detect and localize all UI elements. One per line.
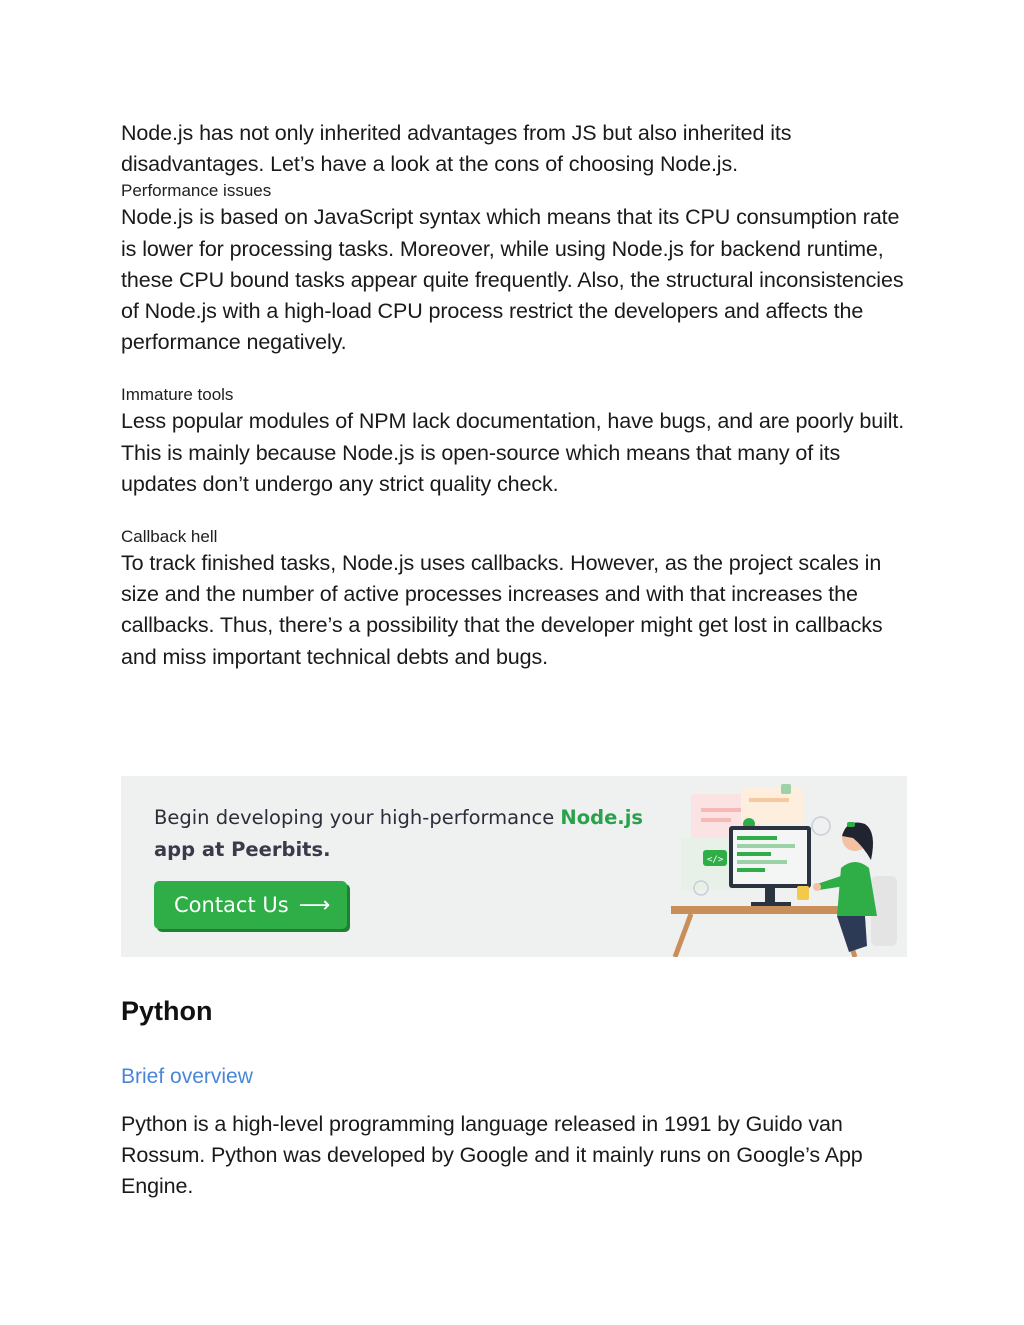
python-body: Python is a high-level programming language released in 1991 by Guido van Rossum. Python was developed by Google and it mainly runs on Google’s App Engine. [121, 1112, 863, 1199]
contact-us-button[interactable] [154, 881, 347, 929]
python-section [121, 1109, 911, 1203]
contact-us-label: Contact Us [174, 893, 289, 917]
section-callback-hell [121, 526, 911, 673]
banner-headline-line2: app at Peerbits. [154, 838, 331, 861]
brief-overview-link[interactable]: Brief overview [121, 1065, 253, 1088]
developer-illustration [641, 776, 907, 957]
article-content [121, 118, 911, 699]
mug [797, 886, 809, 900]
section-heading: Performance issues [121, 181, 272, 201]
section-body: To track finished tasks, Node.js uses callbacks. However, as the project scales in size and the number of active processes increases and with that increases the callbacks. Thus, there’s a possibility that the developer might get lost in callbacks and miss important technical debts and bugs. [121, 551, 883, 669]
arrow-right-icon: ⟶ [298, 893, 331, 918]
section-body: Less popular modules of NPM lack documentation, have bugs, and are poorly built. This is mainly because Node.js is open-source which means that many of its updates don’t undergo any strict quality check. [121, 409, 905, 496]
desk [671, 906, 861, 914]
section-body: Node.js is based on JavaScript syntax which means that its CPU consumption rate is lower for processing tasks. Moreover, while using Node.js for backend runtime, these CPU bound tasks appear quite frequently. Also, the structural inconsistencies of Node.js with a high-load CPU process restrict the developers and affects the performance negatively. [121, 205, 904, 355]
python-heading: Python [121, 996, 213, 1026]
banner-highlight: Node.js [560, 806, 644, 829]
section-immature-tools [121, 384, 911, 500]
section-heading: Immature tools [121, 385, 234, 405]
banner-text: Begin developing your high-performance [154, 806, 561, 829]
person-body [837, 862, 877, 916]
banner-headline-line1 [154, 806, 643, 829]
svg-text:</>: </> [707, 855, 724, 865]
peerbits-cta-banner[interactable] [121, 776, 907, 957]
section-heading: Callback hell [121, 527, 218, 547]
section-performance [121, 180, 911, 358]
intro-paragraph: Node.js has not only inherited advantages from JS but also inherited its disadvantages. Let’s have a look at the cons of choosing Node.js. [121, 121, 792, 177]
